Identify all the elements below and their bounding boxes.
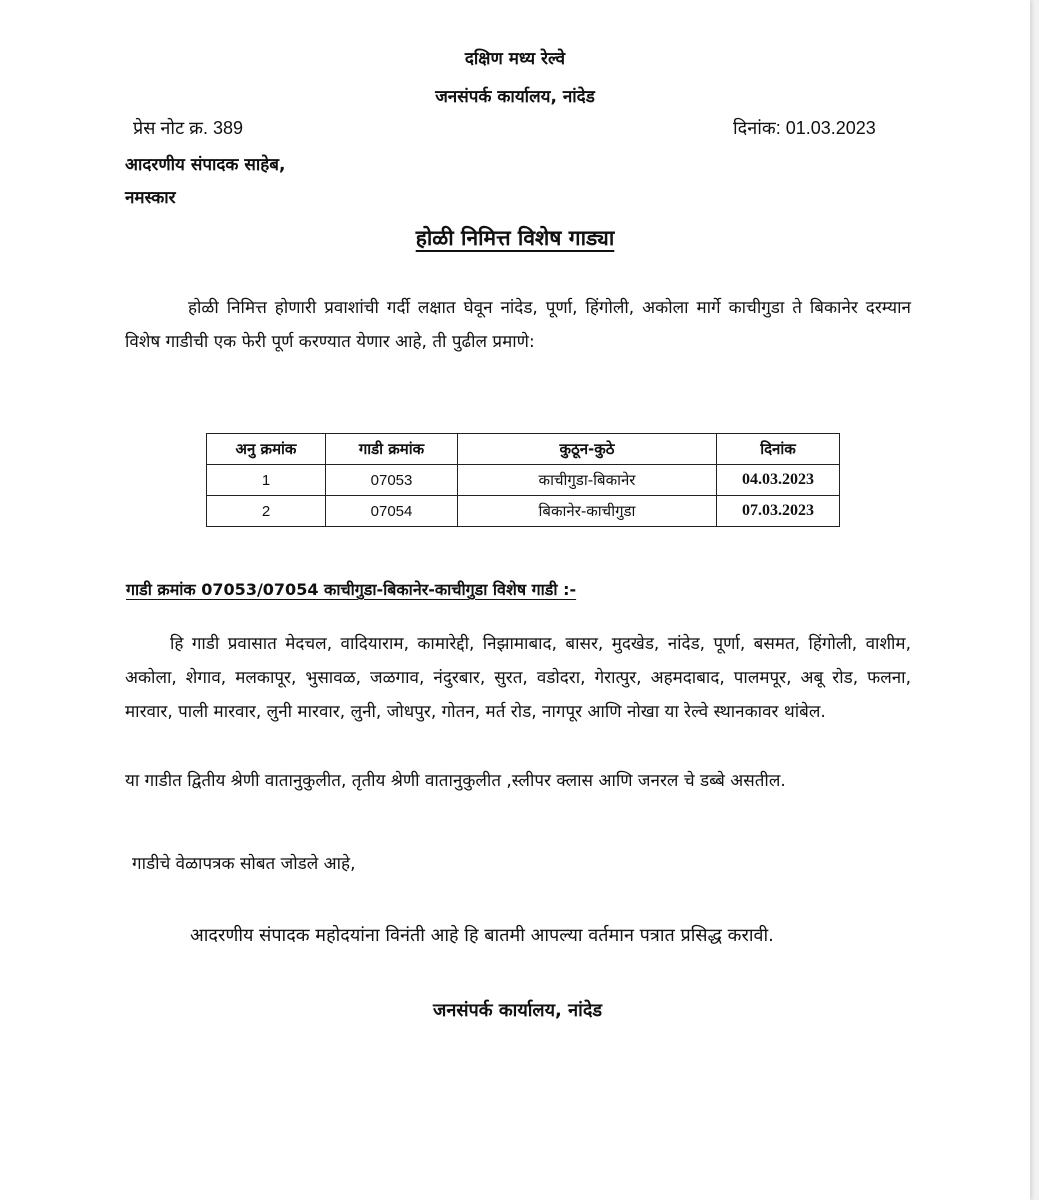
cell-serial: 1 [207, 465, 326, 496]
header-train-number: गाडी क्रमांक [326, 434, 458, 465]
cell-train-number: 07053 [326, 465, 458, 496]
timetable-note: गाडीचे वेळापत्रक सोबत जोडले आहे, [132, 854, 356, 874]
cell-serial: 2 [207, 496, 326, 527]
intro-paragraph: होळी निमित्त होणारी प्रवाशांची गर्दी लक्षात घेवून नांदेड, पूर्णा, हिंगोली, अकोला मार्गे काचीगुडा ते बिकानेर दरम्यान विशेष गाडीची एक फेरी पूर्ण करण्यात येणार आहे, ती पुढील प्रमाणे: [125, 298, 911, 352]
table-row [207, 465, 840, 496]
header-date: दिनांक [717, 434, 840, 465]
cell-route: बिकानेर-काचीगुडा [458, 496, 717, 527]
cell-date: 04.03.2023 [717, 465, 840, 496]
greeting: नमस्कार [125, 188, 176, 208]
stops-paragraph: हि गाडी प्रवासात मेदचल, वादियाराम, कामारेद्दी, निझामाबाद, बासर, मुदखेड, नांदेड, पूर्णा, बसमत, हिंगोली, वाशीम, अकोला, शेगाव, मलकापूर, भुसावळ, जळगाव, नंदुरबार, सुरत, वडोदरा, गेरात्पुर, अहमदाबाद, पालमपूर, अबू रोड, फलना, मारवार, पाली मारवार, लुनी मारवार, लुनी, जोधपुर, गोतन, मर्त रोड, नागपूर आणि नोखा या रेल्वे स्थानकावर थांबेल. [125, 634, 911, 722]
cell-date: 07.03.2023 [717, 496, 840, 527]
train-table [206, 433, 840, 527]
publication-request: आदरणीय संपादक महोदयांना विनंती आहे हि बातमी आपल्या वर्तमान पत्रात प्रसिद्ध करावी. [190, 925, 774, 946]
train-subheading: गाडी क्रमांक 07053/07054 काचीगुडा-बिकानेर-काचीगुडा विशेष गाडी :- [126, 580, 577, 599]
train-table-container [206, 433, 840, 527]
document-heading [0, 224, 1030, 252]
cell-route: काचीगुडा-बिकानेर [458, 465, 717, 496]
press-note-number: प्रेस नोट क्र. 389 [133, 118, 243, 138]
header-route: कुठून-कुठे [458, 434, 717, 465]
office-name: जनसंपर्क कार्यालय, नांदेड [435, 87, 595, 107]
signoff: जनसंपर्क कार्यालय, नांदेड [433, 1000, 603, 1021]
header-serial: अनु क्रमांक [207, 434, 326, 465]
document-heading-text: होळी निमित्त विशेष गाड्या [415, 226, 615, 250]
coaches-paragraph: या गाडीत द्वितीय श्रेणी वातानुकुलीत, तृतीय श्रेणी वातानुकुलीत ,स्लीपर क्लास आणि जनरल चे डब्बे असतील. [125, 771, 786, 791]
organization-name: दक्षिण मध्य रेल्वे [464, 49, 566, 69]
press-note-date: दिनांक: 01.03.2023 [733, 118, 876, 138]
cell-train-number: 07054 [326, 496, 458, 527]
table-row [207, 496, 840, 527]
table-header-row [207, 434, 840, 465]
salutation: आदरणीय संपादक साहेब, [125, 155, 286, 175]
